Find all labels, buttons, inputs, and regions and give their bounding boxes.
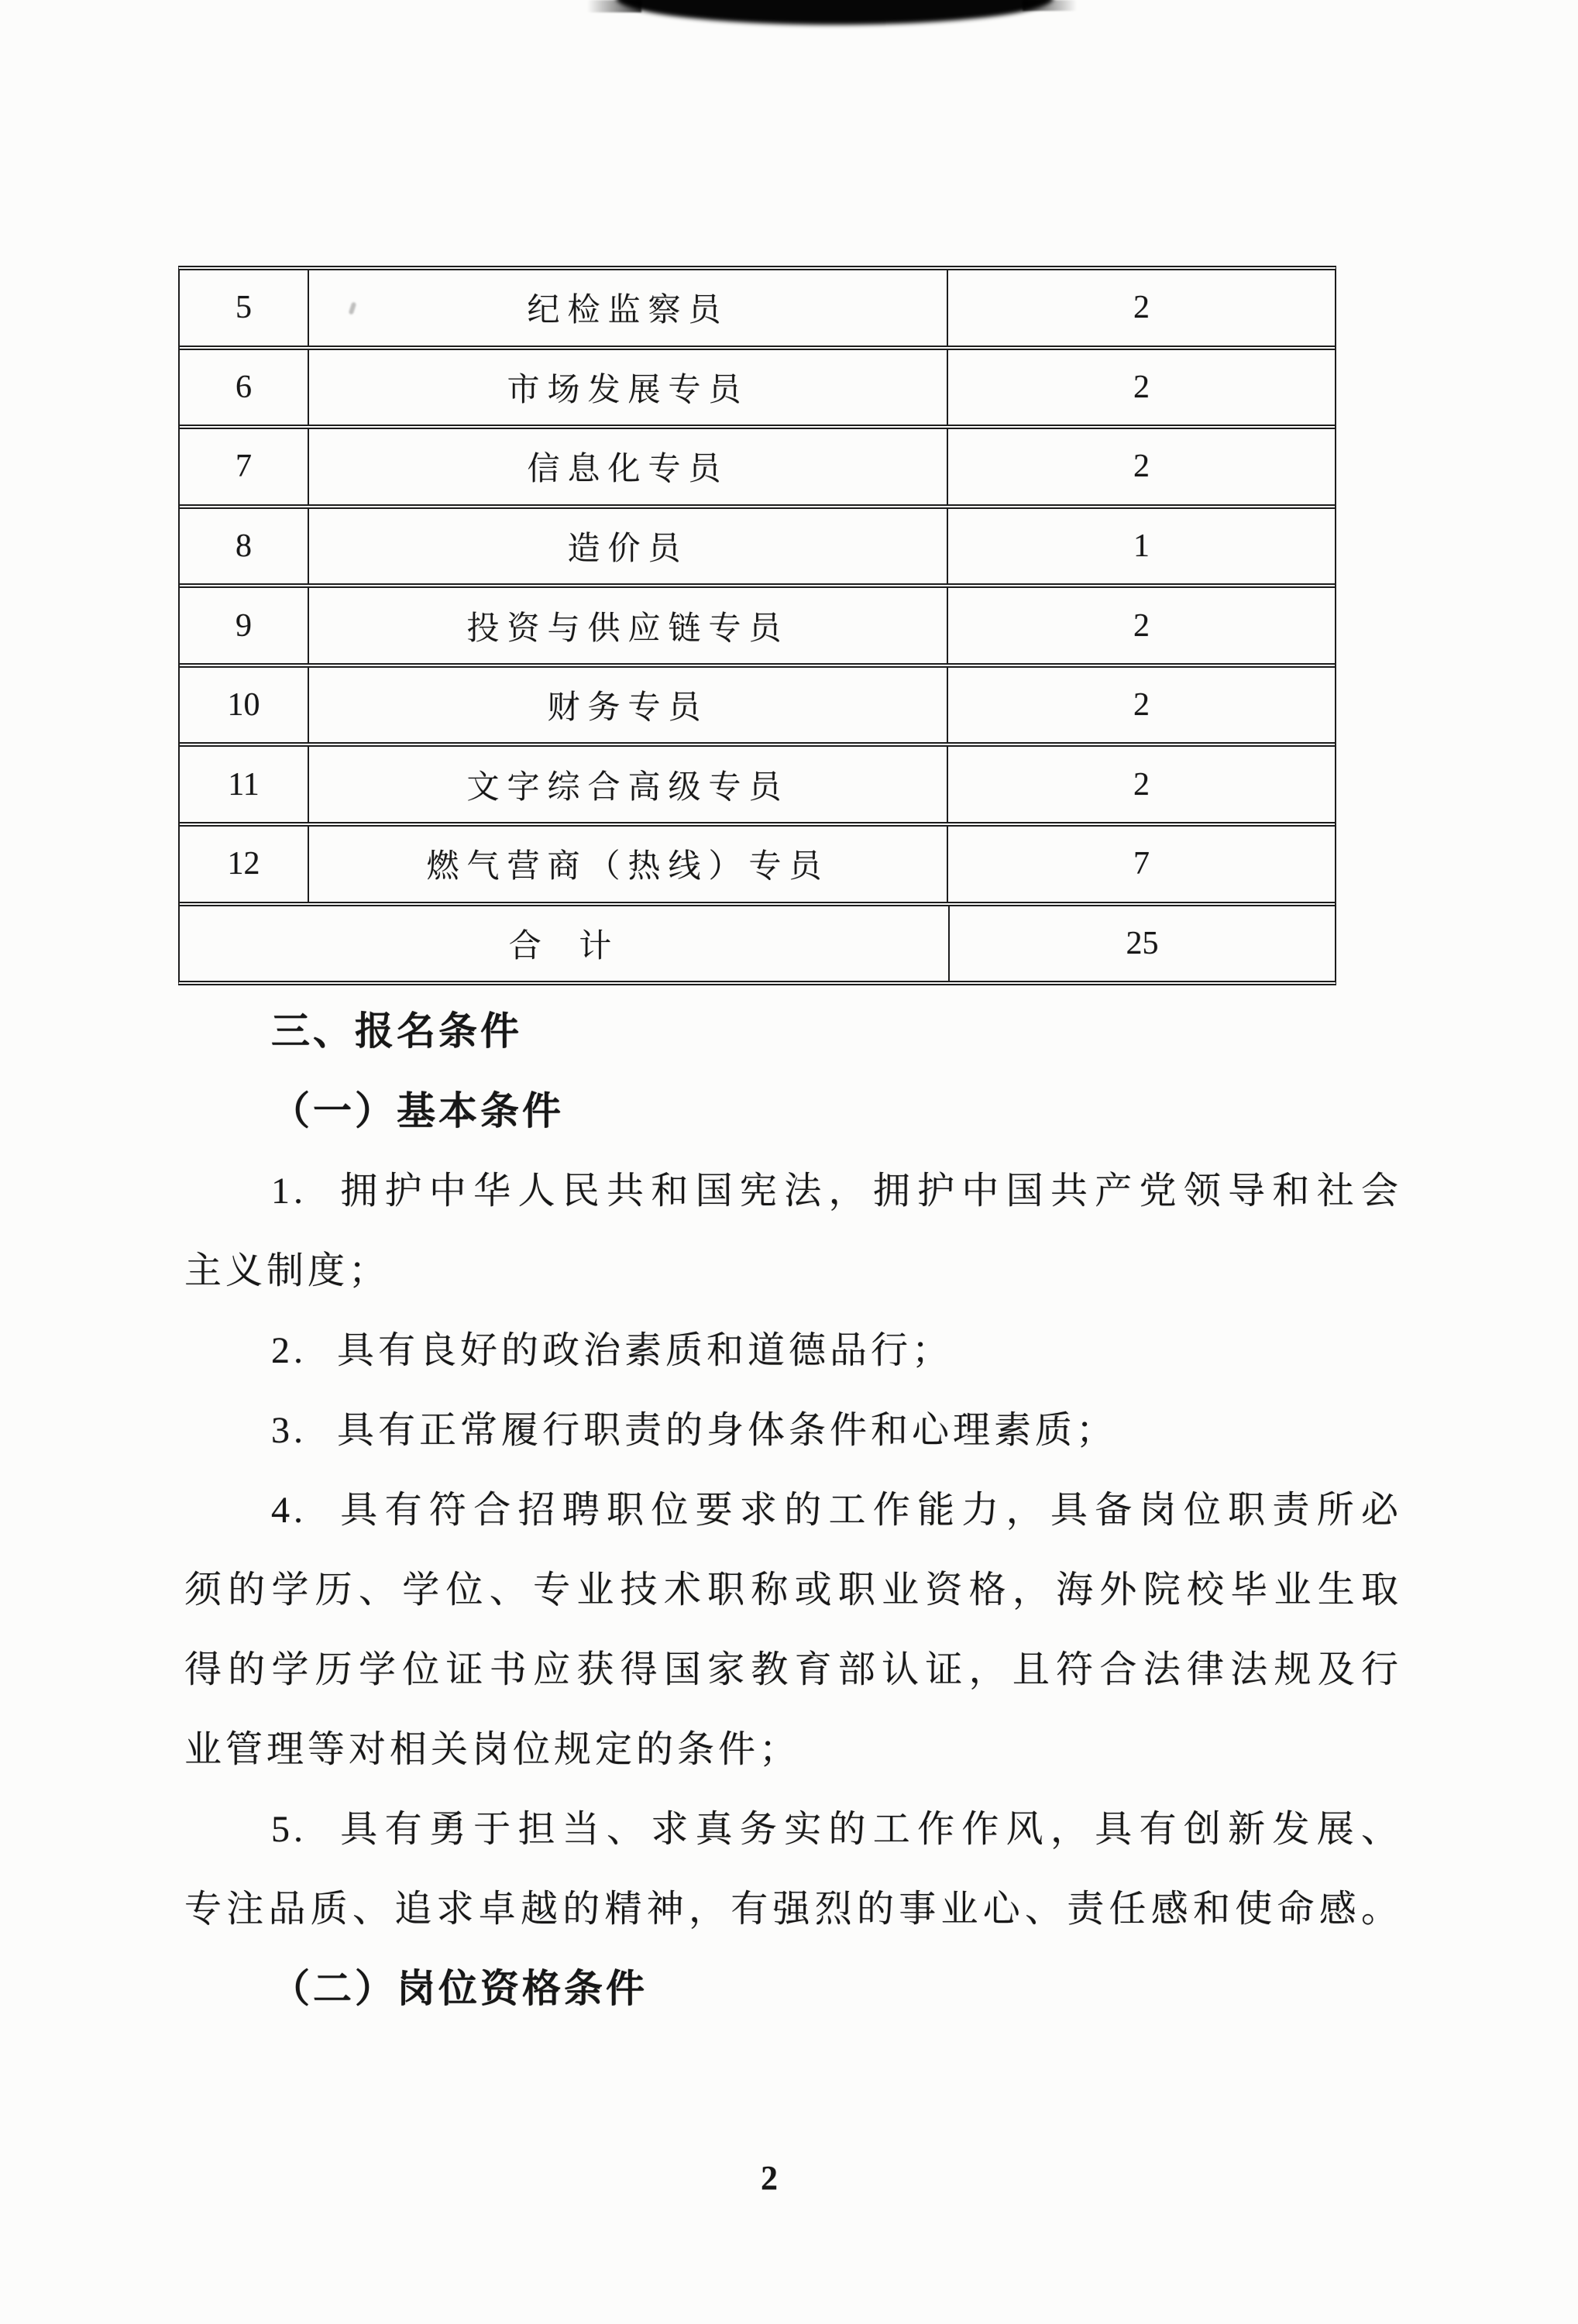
basic-conditions-heading: （一）基本条件 bbox=[271, 1089, 564, 1133]
cell-row-number: 9 bbox=[180, 588, 309, 663]
table-row bbox=[180, 429, 1335, 509]
cell-headcount: 2 bbox=[1133, 766, 1150, 803]
cell-row-number: 5 bbox=[180, 270, 309, 346]
table-row bbox=[180, 270, 1335, 350]
cell-row-number: 12 bbox=[180, 827, 309, 902]
cell-row-number: 11 bbox=[180, 747, 309, 822]
paragraph-line: 3. 具有正常履行职责的身体条件和心理素质； bbox=[271, 1410, 1118, 1451]
paragraph-line: 得的学历学位证书应获得国家教育部认证，且符合法律法规及行 bbox=[184, 1649, 1402, 1690]
paragraph-line: 专注品质、追求卓越的精神，有强烈的事业心、责任感和使命感。 bbox=[184, 1889, 1402, 1930]
table-row bbox=[180, 668, 1335, 748]
cell-position-title: 信息化专员 bbox=[309, 429, 948, 504]
cell-headcount: 2 bbox=[1133, 369, 1150, 405]
cell-headcount: 1 bbox=[1133, 528, 1150, 564]
cell-headcount: 2 bbox=[1133, 687, 1150, 724]
table-row bbox=[180, 588, 1335, 668]
cell-headcount: 7 bbox=[1133, 846, 1150, 882]
cell-position-title: 造价员 bbox=[309, 509, 948, 584]
cell-position-title: 燃气营商（热线）专员 bbox=[309, 827, 948, 902]
paragraph-line: 业管理等对相关岗位规定的条件； bbox=[184, 1729, 801, 1770]
page-number: 2 bbox=[761, 2159, 778, 2197]
section-heading: 三、报名条件 bbox=[271, 1009, 522, 1053]
document-body-text bbox=[184, 992, 1402, 2029]
cell-headcount: 2 bbox=[1133, 449, 1150, 485]
cell-headcount: 2 bbox=[1133, 607, 1150, 644]
cell-row-number: 8 bbox=[180, 509, 309, 584]
cell-row-number: 6 bbox=[180, 350, 309, 425]
cell-position-title: 文字综合高级专员 bbox=[309, 747, 948, 822]
cell-position-title: 纪检监察员 bbox=[309, 270, 948, 346]
recruitment-positions-table bbox=[178, 266, 1336, 985]
cell-position-title: 市场发展专员 bbox=[309, 350, 948, 425]
table-row bbox=[180, 827, 1335, 906]
cell-total-value: 25 bbox=[1126, 925, 1159, 961]
cell-position-title: 投资与供应链专员 bbox=[309, 588, 948, 663]
cell-headcount: 2 bbox=[1133, 290, 1150, 326]
cell-row-number: 10 bbox=[180, 668, 309, 743]
cell-total-label: 合 计 bbox=[180, 906, 950, 982]
table-row bbox=[180, 747, 1335, 827]
scan-artifact-streak-left bbox=[587, 0, 641, 12]
scan-artifact-blob bbox=[616, 0, 1054, 25]
paragraph-line: 须的学历、学位、专业技术职称或职业资格，海外院校毕业生取 bbox=[184, 1569, 1402, 1611]
paragraph-line: 2. 具有良好的政治素质和道德品行； bbox=[271, 1330, 954, 1371]
cell-position-title: 财务专员 bbox=[309, 668, 948, 743]
table-total-row bbox=[180, 906, 1335, 982]
paragraph-line: 主义制度； bbox=[184, 1250, 390, 1291]
post-qualification-heading: （二）岗位资格条件 bbox=[271, 1967, 648, 2010]
scan-artifact-streak-right bbox=[1023, 0, 1077, 11]
cell-row-number: 7 bbox=[180, 429, 309, 504]
paragraph-line: 1. 拥护中华人民共和国宪法，拥护中国共产党领导和社会 bbox=[271, 1171, 1402, 1212]
paragraph-line: 5. 具有勇于担当、求真务实的工作作风，具有创新发展、 bbox=[271, 1809, 1402, 1850]
paragraph-line: 4. 具有符合招聘职位要求的工作能力，具备岗位职责所必 bbox=[271, 1490, 1402, 1531]
table-row bbox=[180, 509, 1335, 589]
table-row bbox=[180, 350, 1335, 430]
